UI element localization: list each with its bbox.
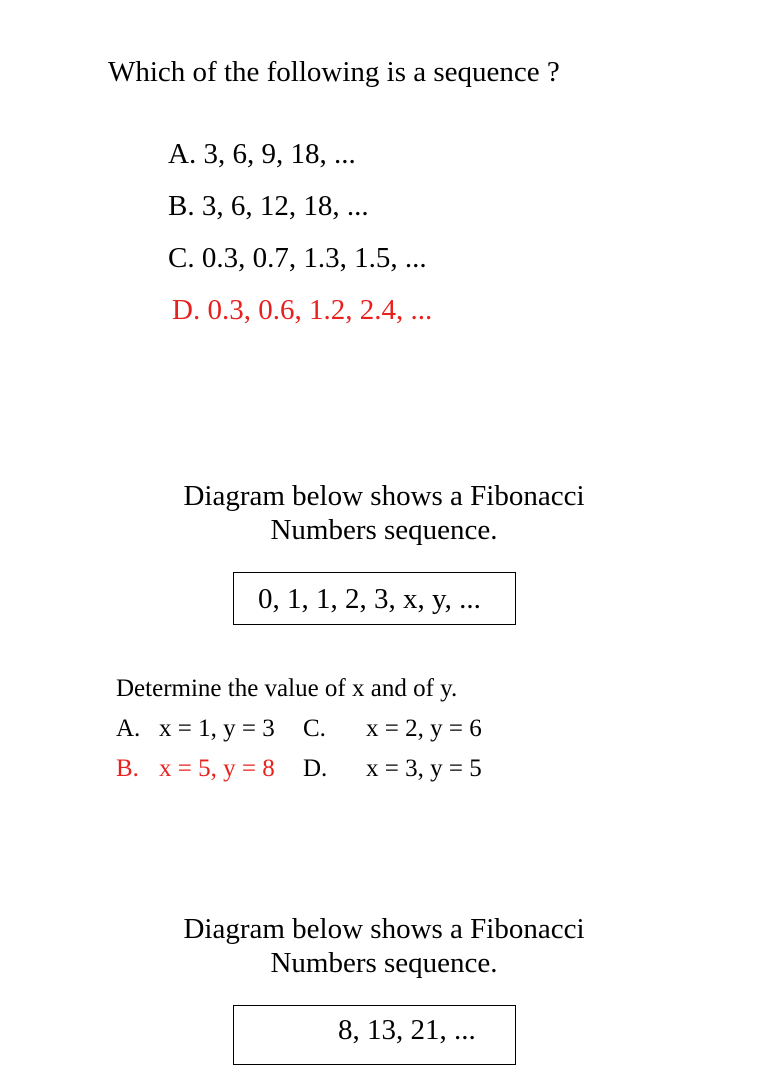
question-1-option-a: A. 3, 6, 9, 18, ... [168, 138, 356, 170]
question-2-sequence: 0, 1, 1, 2, 3, x, y, ... [258, 583, 481, 615]
question-2-answer-a-value: x = 1, y = 3 [159, 715, 275, 742]
question-1-prompt: Which of the following is a sequence ? [108, 56, 560, 88]
question-3-intro [0, 912, 768, 980]
question-1-option-d-correct: D. 0.3, 0.6, 1.2, 2.4, ... [172, 294, 433, 326]
question-2-answer-b-value-correct: x = 5, y = 8 [159, 755, 275, 782]
question-1-option-b: B. 3, 6, 12, 18, ... [168, 190, 369, 222]
question-2-answer-b-letter-correct: B. [116, 755, 139, 782]
question-3-sequence: 8, 13, 21, ... [338, 1014, 476, 1046]
question-2-answer-d-letter: D. [303, 755, 328, 782]
question-2-intro-line-1: Diagram below shows a Fibonacci [183, 480, 585, 512]
question-3-intro-line-2: Numbers sequence. [270, 947, 498, 979]
question-2-prompt: Determine the value of x and of y. [116, 675, 458, 702]
question-2-answer-a-letter: A. [116, 715, 141, 742]
question-2-intro [0, 479, 768, 547]
question-1-option-c: C. 0.3, 0.7, 1.3, 1.5, ... [168, 242, 427, 274]
question-2-sequence-box [233, 572, 516, 625]
question-2-answer-c-letter: C. [303, 715, 326, 742]
question-2-answer-d-value: x = 3, y = 5 [366, 755, 482, 782]
question-2-intro-line-2: Numbers sequence. [270, 514, 498, 546]
question-2-answer-c-value: x = 2, y = 6 [366, 715, 482, 742]
question-3-intro-line-1: Diagram below shows a Fibonacci [183, 913, 585, 945]
question-3-sequence-box [233, 1005, 516, 1065]
